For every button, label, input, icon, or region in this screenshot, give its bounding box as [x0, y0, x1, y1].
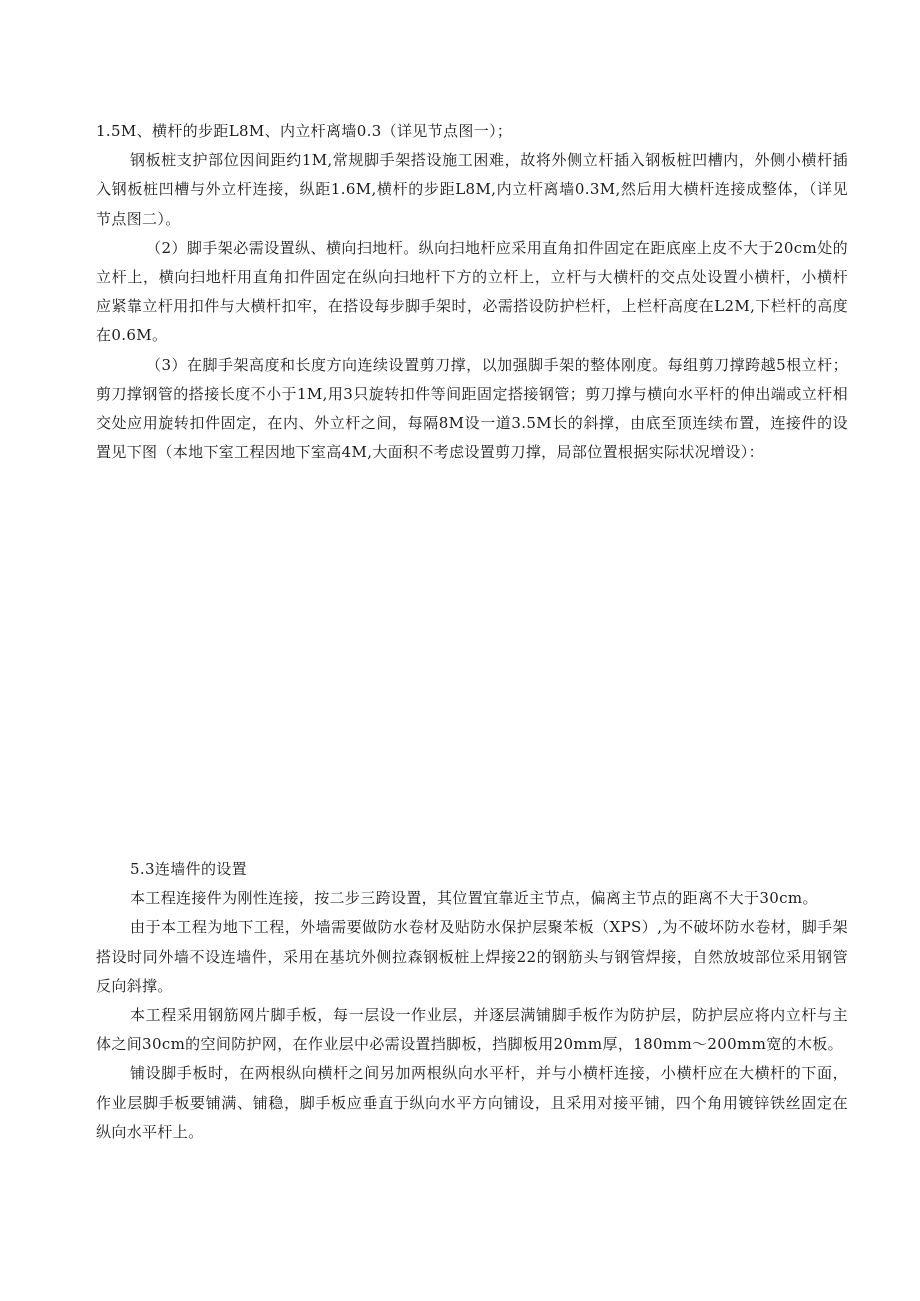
- section-heading-wall-ties: 5.3连墙件的设置: [130, 860, 248, 878]
- lower-text-section: [96, 855, 848, 1147]
- paragraph-sweeping-poles: （2）脚手架必需设置纵、横向扫地杆。纵向扫地杆应采用直角扣件固定在距底座上皮不大于20cm处的立杆上，横向扫地杆用直角扣件固定在纵向扫地杆下方的立杆上，立杆与大横杆的交点处设置小横杆，小横杆应紧靠立杆用扣件与大横杆扣牢，在搭设每步脚手架时，必需搭设防护栏杆，上栏杆高度在L2M,下栏杆的高度在0.6M。: [96, 238, 848, 345]
- paragraph-node-figure-1: 1.5M、横杆的步距L8M、内立杆离墙0.3（详见节点图一）；: [96, 122, 513, 140]
- paragraph-sheet-pile-support: 钢板桩支护部位因间距约1M,常规脚手架搭设施工困难，故将外侧立杆插入钢板桩凹槽内，外侧小横杆插入钢板桩凹槽与外立杆连接，纵距1.6M,横杆的步距L8M,内立杆离墙0.3M,然后用大横杆连接成整体，（详见节点图二）。: [96, 151, 848, 228]
- paragraph-rigid-connection: 本工程连接件为刚性连接，按二步三跨设置，其位置宜靠近主节点，偏离主节点的距离不大于30cm。: [130, 889, 818, 908]
- blank-figure-area: [96, 525, 848, 845]
- paragraph-scissor-braces: （3）在脚手架高度和长度方向连续设置剪刀撑，以加强脚手架的整体刚度。每组剪刀撑跨越5根立杆；剪刀撑钢管的搭接长度不小于1M,用3只旋转扣件等间距固定搭接钢管；剪刀撑与横向水平杆的伸出端或立杆相交处应用旋转扣件固定，在内、外立杆之间，每隔8M设一道3.5M长的斜撑，由底至顶连续布置，连接件的设置见下图（本地下室工程因地下室高4M,大面积不考虑设置剪刀撑，局部位置根据实际状况增设）：: [96, 355, 848, 462]
- upper-text-section: [96, 117, 848, 467]
- paragraph-board-laying: 铺设脚手板时，在两根纵向横杆之间另加两根纵向水平杆，并与小横杆连接，小横杆应在大横杆的下面，作业层脚手板要铺满、铺稳，脚手板应垂直于纵向水平方向铺设，且采用对接平铺，四个角用镀锌铁丝固定在纵向水平杆上。: [96, 1064, 848, 1141]
- paragraph-scaffold-boards: 本工程采用钢筋网片脚手板，每一层设一作业层，并逐层满铺脚手板作为防护层，防护层应将内立杆与主体之间30cm的空间防护网，在作业层中必需设置挡脚板，挡脚板用20mm厚，180mm～200mm宽的木板。: [96, 1006, 848, 1054]
- paragraph-waterproofing: 由于本工程为地下工程，外墙需要做防水卷材及贴防水保护层聚苯板（XPS）,为不破坏防水卷材，脚手架搭设时同外墙不设连墙件，采用在基坑外侧拉森钢板桩上焊接22的钢筋头与钢管焊接，自然放坡部位采用钢管反向斜撑。: [96, 918, 848, 995]
